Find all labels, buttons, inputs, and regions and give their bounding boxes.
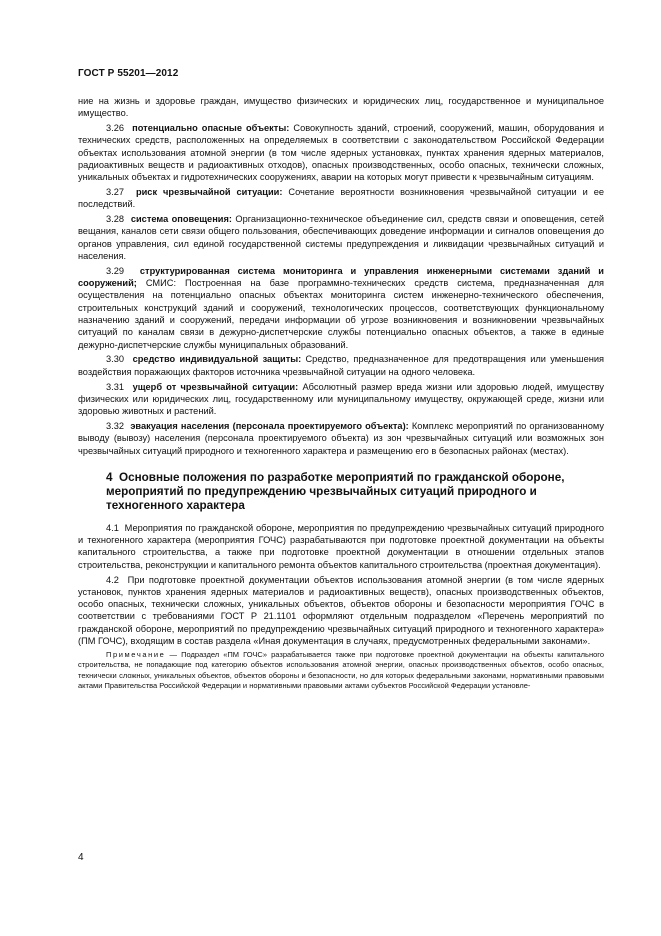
definition-term: потенциально опасные объекты: <box>132 123 290 134</box>
document-body <box>78 95 604 694</box>
page-number: 4 <box>78 852 84 863</box>
definition-3-31: 3.31 ущерб от чрезвычайной ситуации: Абсолютный размер вреда жизни или здоровью людей, имуществу физических или юридических лиц, государственному или муниципальному имуществу, окружающей среде, жизни или здоровью животных и растений. <box>78 381 604 417</box>
definition-term: средство индивидуальной защиты: <box>132 354 302 365</box>
note-label: Примечание <box>106 649 166 659</box>
definition-text: Комплекс мероприятий по организованному выводу (вывозу) населения (персонала проектируемого объекта) из зон чрезвычайных ситуаций или возможных зон чрезвычайных ситуаций природного и техногенного характера и размещению его в безопасных районах (местах). <box>78 420 604 456</box>
intro-paragraph: ние на жизнь и здоровье граждан, имущество физических и юридических лиц, государственное и муниципальное имущество. <box>78 96 604 119</box>
definition-3-30: 3.30 средство индивидуальной защиты: Средство, предназначенное для предотвращения или уменьшения воздействия поражающих факторов источника чрезвычайной ситуации на одного человека. <box>78 354 605 377</box>
definition-term: структурированная система мониторинга и управления инженерными системами зданий и сооружений; <box>78 265 604 289</box>
definition-term: риск чрезвычайной ситуации: <box>135 187 283 198</box>
note-paragraph <box>78 650 604 692</box>
definition-text: Совокупность зданий, строений, сооружений, машин, оборудования и технических средств, расположенных на определяемых в соответствии с законодательством Российской Федерации объектах использования атомной энергии (в том числе ядерных установках, пунктах хранения ядерных материалов, радиоактивных веществ и радиоактивных отходов), опасных производственных, особо опасных, технически сложных, уникальных объектах и гидротехнических сооружениях, аварии на которых могут привести к чрезвычайным ситуациям. <box>78 123 604 183</box>
definition-text: Средство, предназначенное для предотвращения или уменьшения воздействия поражающих факторов источника чрезвычайной ситуации на одного человека. <box>78 354 605 377</box>
definition-3-26: 3.26 потенциально опасные объекты: Совокупность зданий, строений, сооружений, машин, оборудования и технических средств, расположенных на определяемых в соответствии с законодательством Российской Федерации объектах использования атомной энергии (в том числе ядерных установках, пунктах хранения ядерных материалов, радиоактивных веществ и радиоактивных отходов), опасных производственных, особо опасных, технически сложных, уникальных объектах и гидротехнических сооружениях, аварии на которых могут привести к чрезвычайным ситуациям. <box>78 123 604 183</box>
definition-text: СМИС: Построенная на базе программно-технических средств система, предназначенная для осуществления на потенциально опасных объектах мониторинга систем инженерно-технического обеспечения, строительных конструкций зданий и сооружений, технологических процессов, соответствующих функциональному назначению зданий и сооружений, передачи информации об угрозе возникновения и возникновении чрезвычайных ситуаций по каналам связи в дежурно-диспетчерские службы потенциально опасных объектов, а также в единые дежурно-диспетчерские службы муниципальных образований. <box>78 278 604 350</box>
definition-term: эвакуация населения (персонала проектируемого объекта): <box>130 420 409 431</box>
definition-text: Сочетание вероятности возникновения чрезвычайной ситуации и ее последствий. <box>78 187 605 210</box>
definition-text: Организационно-техническое объединение сил, средств связи и оповещения, сетей вещания, каналов сети связи общего пользования, обеспечивающих доведение информации и сигналов оповещения до органов управления, сил единой государственной системы предупреждения и ликвидации чрезвычайных ситуаций и населения. <box>78 214 605 262</box>
definition-3-29: 3.29 структурированная система мониторинга и управления инженерными системами зданий и сооружений; СМИС: Построенная на базе программно-технических средств система, предназначенная для осуществления на потенциально опасных объектах мониторинга систем инженерно-технического обеспечения, строительных конструкций зданий и сооружений, технологических процессов, соответствующих функциональному назначению зданий и сооружений, передачи информации об угрозе возникновения и возникновении чрезвычайных ситуаций по каналам связи в дежурно-диспетчерские службы потенциально опасных объектов, а также в единые дежурно-диспетчерские службы муниципальных образований. <box>78 265 604 350</box>
definition-term: система оповещения: <box>130 214 232 225</box>
clause-4-1: 4.1 Мероприятия по гражданской обороне, мероприятия по предупреждению чрезвычайных ситуаций природного и техногенного характера (мероприятия ГОЧС) разрабатываются при подготовке проектной документации на объекты капитального строительства, а также при подготовке проектной документации в отношении отдельных этапов строительства, реконструкции и капитального ремонта объектов капитального строительства (проектная документация). <box>78 522 605 570</box>
definition-3-27: 3.27 риск чрезвычайной ситуации: Сочетание вероятности возникновения чрезвычайной ситуации и ее последствий. <box>78 187 605 210</box>
note-text: — Подраздел «ПМ ГОЧС» разрабатывается также при подготовке проектной документации на объекты капитального строительства, не попадающие под категорию объектов использования атомной энергии, опасных производственных объектов, особо опасных, технически сложных, уникальных объектов, объектов обороны и безопасности, но для которых федеральными законами, нормативными правовыми актами Правительства Российской Федерации и нормативными правовыми актами субъектов Российской Федерации установле- <box>78 649 604 690</box>
definition-3-32: 3.32 эвакуация населения (персонала проектируемого объекта): Комплекс мероприятий по организованному выводу (вывозу) населения (персонала проектируемого объекта) из зон чрезвычайных ситуаций или возможных зон чрезвычайных ситуаций природного и техногенного характера и размещению его в безопасных районах (местах). <box>78 420 604 456</box>
clause-4-2: 4.2 При подготовке проектной документации объектов использования атомной энергии (в том числе ядерных установок, пунктов хранения ядерных материалов и радиоактивных веществ), опасных производственных объектов, особо опасных, технически сложных, уникальных объектов, объектов обороны и безопасности мероприятия ГОЧС в соответствии с требованиями ГОСТ Р 21.1101 оформляют отдельным подразделом «Перечень мероприятий по гражданской обороне, мероприятий по предупреждению чрезвычайных ситуаций природного и техногенного характера» (ПМ ГОЧС), входящим в состав раздела «Иная документация в случаях, предусмотренных федеральными законами». <box>78 574 605 646</box>
definition-3-28: 3.28 система оповещения: Организационно-техническое объединение сил, средств связи и оповещения, сетей вещания, каналов сети связи общего пользования, обеспечивающих доведение информации и сигналов оповещения до органов управления, сил единой государственной системы предупреждения и ликвидации чрезвычайных ситуаций и населения. <box>78 214 605 262</box>
definition-term: ущерб от чрезвычайной ситуации: <box>132 381 299 392</box>
section-heading: 4 Основные положения по разработке мероприятий по гражданской обороне, мероприятий по предупреждению чрезвычайных ситуаций природного и техногенного характера <box>106 470 565 512</box>
definition-text: Абсолютный размер вреда жизни или здоровью людей, имуществу физических или юридических лиц, государственному или муниципальному имуществу, окружающей среде, жизни или здоровью животных и растений. <box>78 381 604 417</box>
document-header: ГОСТ Р 55201—2012 <box>78 68 179 79</box>
